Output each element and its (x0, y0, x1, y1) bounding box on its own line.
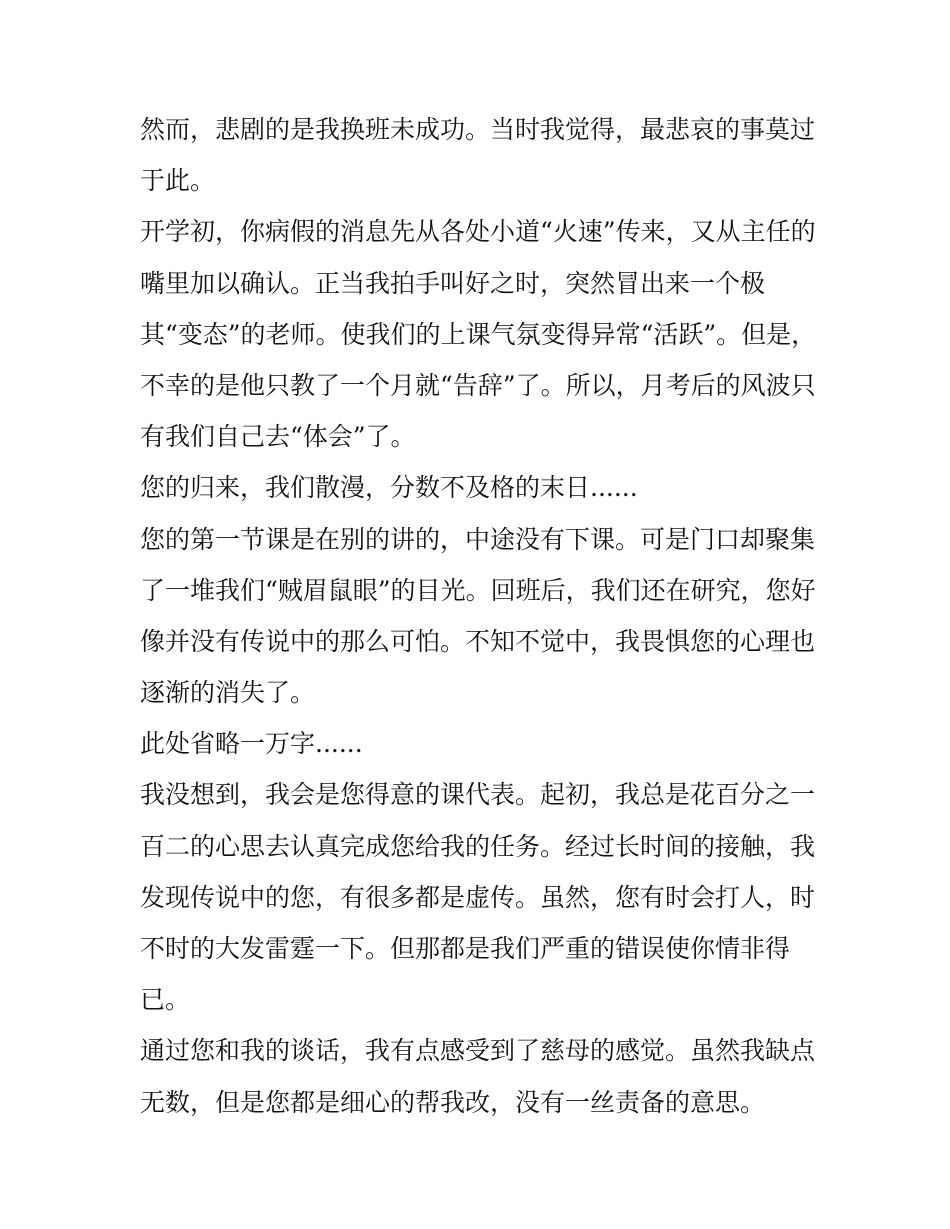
text-line: 开学初，你病假的消息先从各处小道“火速”传来，又从主任的 (140, 217, 816, 247)
text-line: 然而，悲剧的是我换班未成功。当时我觉得，最悲哀的事莫过 (140, 115, 816, 144)
text-line: 您的归来，我们散漫，分数不及格的末日...... (140, 473, 638, 503)
text-line: 了一堆我们“贼眉鼠眼”的目光。回班后，我们还在研究，您好 (140, 575, 816, 605)
text-line: 已。 (140, 985, 191, 1015)
text-line: 此处省略一万字...... (140, 729, 363, 759)
text-line: 有我们自己去“体会”了。 (140, 422, 416, 452)
text-line: 像并没有传说中的那么可怕。不知不觉中，我畏惧您的心理也 (140, 626, 816, 656)
text-line: 不幸的是他只教了一个月就“告辞”了。所以，月考后的风波只 (140, 370, 816, 400)
text-line: 我没想到，我会是您得意的课代表。起初，我总是花百分之一 (140, 780, 816, 810)
text-line: 通过您和我的谈话，我有点感受到了慈母的感觉。虽然我缺点 (140, 1036, 816, 1066)
text-line: 逐渐的消失了。 (140, 678, 316, 708)
text-line: 无数，但是您都是细心的帮我改，没有一丝责备的意思。 (140, 1087, 766, 1117)
text-line: 其“变态”的老师。使我们的上课气氛变得异常“活跃”。但是， (140, 319, 817, 349)
text-line: 于此。 (140, 166, 216, 196)
text-line: 百二的心思去认真完成您给我的任务。经过长时间的接触，我 (140, 831, 816, 861)
text-line: 不时的大发雷霆一下。但那都是我们严重的错误使你情非得 (140, 934, 791, 963)
text-line: 发现传说中的您，有很多都是虚传。虽然，您有时会打人，时 (140, 882, 816, 912)
essay-body (140, 104, 820, 1128)
text-line: 您的第一节课是在别的讲的，中途没有下课。可是门口却聚集 (140, 524, 816, 554)
text-line: 嘴里加以确认。正当我拍手叫好之时，突然冒出来一个极 (140, 268, 766, 298)
